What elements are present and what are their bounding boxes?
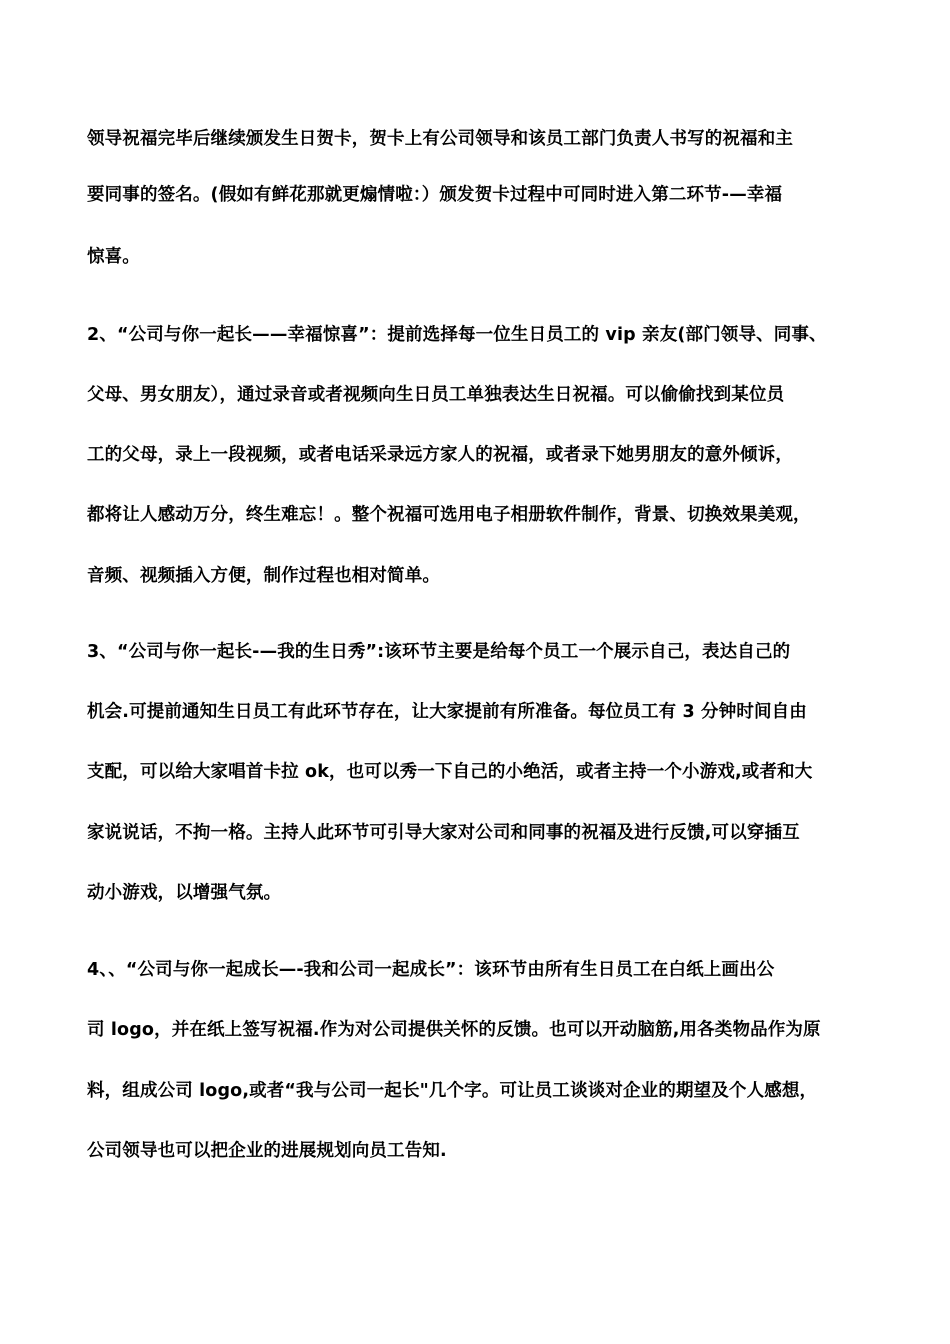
text-line: 支配，可以给大家唱首卡拉 ok，也可以秀一下自己的小绝活，或者主持一个小游戏,或者和大 [87, 762, 813, 782]
text-line: 领导祝福完毕后继续颁发生日贺卡，贺卡上有公司领导和该员工部门负责人书写的祝福和主 [87, 129, 793, 149]
text-line: 父母、男女朋友），通过录音或者视频向生日员工单独表达生日祝福。可以偷偷找到某位员 [87, 385, 785, 405]
text-line: 动小游戏，以增强气氛。 [87, 883, 282, 903]
text-line: 3、“公司与你一起长-—我的生日秀”:该环节主要是给每个员工一个展示自己，表达自己的 [87, 642, 791, 662]
text-line: 工的父母，录上一段视频，或者电话采录远方家人的祝福，或者录下她男朋友的意外倾诉， [87, 445, 793, 465]
text-line: 要同事的签名。(假如有鲜花那就更煽情啦：）颁发贺卡过程中可同时进入第二环节-—幸福 [87, 185, 783, 205]
text-line: 惊喜。 [87, 247, 140, 267]
text-line: 公司领导也可以把企业的进展规划向员工告知. [87, 1141, 447, 1161]
text-line: 2、“公司与你一起长——幸福惊喜”：提前选择每一位生日员工的 vip 亲友(部门领导、同事、 [87, 325, 827, 345]
text-line: 料，组成公司 logo,或者“我与公司一起长"几个字。可让员工谈谈对企业的期望及个人感想， [87, 1081, 818, 1101]
text-line: 音频、视频插入方便，制作过程也相对简单。 [87, 566, 440, 586]
text-line: 家说说话，不拘一格。主持人此环节可引导大家对公司和同事的祝福及进行反馈,可以穿插互 [87, 823, 800, 843]
text-line: 4、、“公司与你一起成长—-我和公司一起成长”：该环节由所有生日员工在白纸上画出公 [87, 960, 775, 980]
text-line: 机会.可提前通知生日员工有此环节存在，让大家提前有所准备。每位员工有 3 分钟时间自由 [87, 702, 807, 722]
text-line: 司 logo，并在纸上签写祝福.作为对公司提供关怀的反馈。也可以开动脑筋,用各类物品作为原 [87, 1020, 821, 1040]
text-line: 都将让人感动万分，终生难忘！。整个祝福可选用电子相册软件制作，背景、切换效果美观， [87, 505, 811, 525]
